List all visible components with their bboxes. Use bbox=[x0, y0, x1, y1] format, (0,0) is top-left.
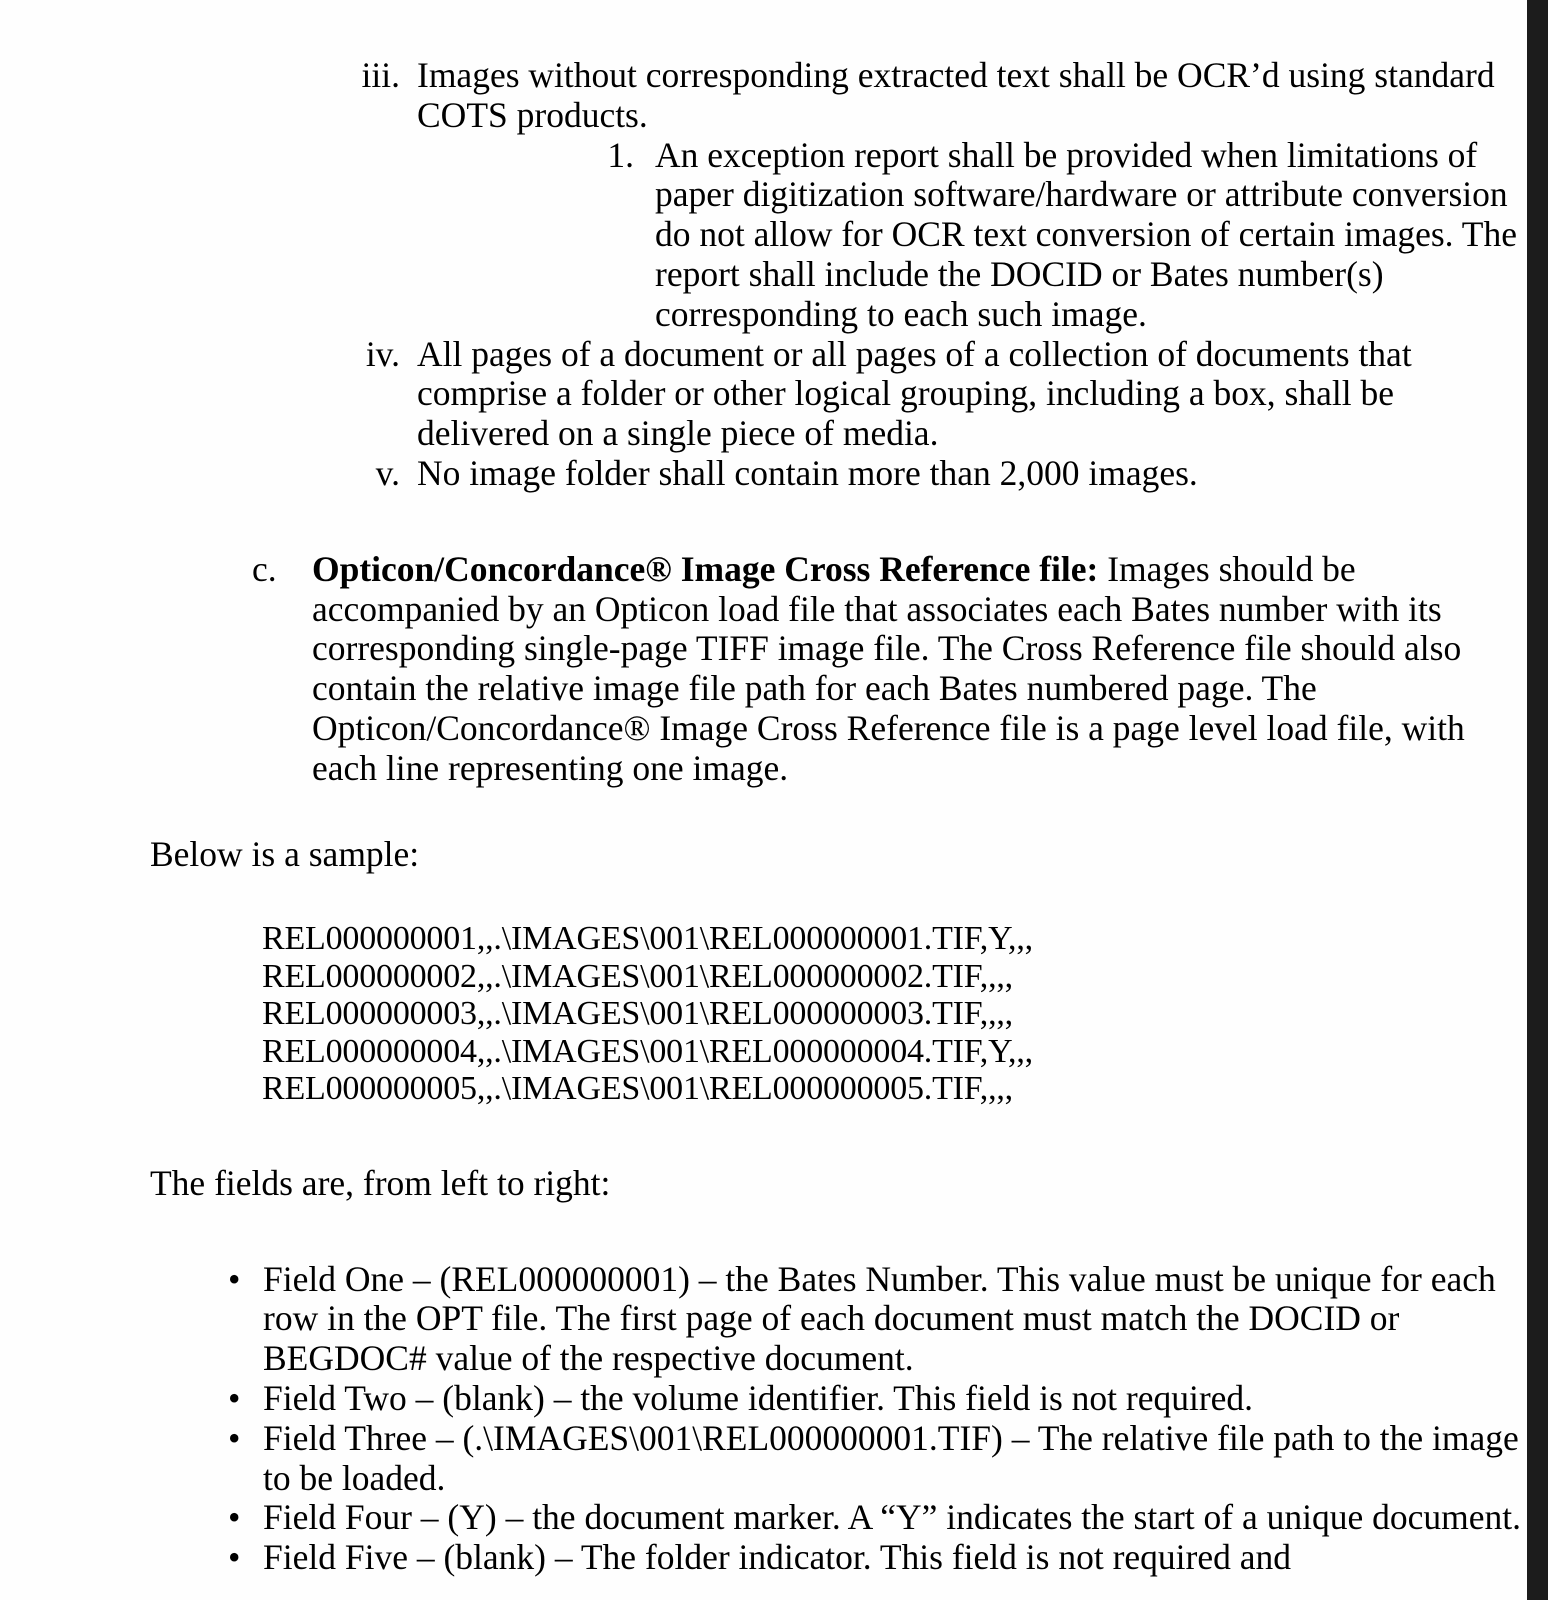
list-text-1: An exception report shall be provided when limitations of paper digitization software/hardware or attribute conversion do not allow for OCR text conversion of certain images. The report shall include the DOCID or Bates number(s) corresponding to each such image. bbox=[655, 134, 1517, 334]
bullet-icon: • bbox=[228, 1378, 241, 1419]
list-text-v: No image folder shall contain more than 2,000 images. bbox=[417, 452, 1198, 493]
list-text-iii: Images without corresponding extracted text shall be OCR’d using standard COTS products. bbox=[417, 55, 1495, 135]
top-margin bbox=[0, 0, 1527, 56]
scan-dark-edge bbox=[1527, 0, 1548, 1600]
list-marker-1: 1. bbox=[607, 134, 634, 175]
spacer-before-item-c bbox=[0, 494, 1527, 550]
field-bullet-four-text: Field Four – (Y) – the document marker. A “Y” indicates the start of a unique document. bbox=[263, 1497, 1521, 1538]
field-bullet-three-text: Field Three – (.\IMAGES\001\REL000000001.TIF) – The relative file path to the image to be loaded. bbox=[263, 1417, 1519, 1498]
item-c-bold-lead: Opticon/Concordance® Image Cross Reference file: bbox=[312, 548, 1099, 589]
list-marker-iv: iv. bbox=[365, 333, 400, 374]
list-item-roman-v bbox=[340, 454, 1527, 494]
field-bullet-five-clipped bbox=[228, 1537, 1527, 1578]
list-text-iv: All pages of a document or all pages of a collection of documents that comprise a folder or other logical grouping, including a box, shall be delivered on a single piece of media. bbox=[417, 333, 1412, 454]
sample-line-1: REL000000001,,.\IMAGES\001\REL000000001.TIF,Y,,, bbox=[262, 920, 1033, 958]
bullet-icon: • bbox=[228, 1497, 241, 1538]
list-item-roman-iv bbox=[340, 335, 1527, 454]
list-item-roman-iii bbox=[340, 56, 1527, 136]
sample-line-2: REL000000002,,.\IMAGES\001\REL000000002.TIF,,,, bbox=[262, 957, 1013, 995]
list-item-number-1 bbox=[552, 136, 1527, 335]
list-item-letter-c bbox=[252, 550, 1527, 789]
roman-iii-subblock bbox=[340, 136, 1527, 335]
field-bullet-four bbox=[228, 1498, 1527, 1538]
bullet-icon: • bbox=[228, 1537, 241, 1578]
field-bullet-five-text: Field Five – (blank) – The folder indicator. This field is not required and bbox=[263, 1537, 1291, 1578]
item-c-body-text: Images should be accompanied by an Opticon load file that associates each Bates number with its corresponding single-page TIFF image file. The Cross Reference file should also contain the relative image file path for each Bates numbered page. The Opticon/Concordance® Image Cross Reference file is a page level load file, with each line representing one image. bbox=[312, 548, 1465, 788]
list-marker-iii: iii. bbox=[361, 55, 400, 95]
field-bullet-two-text: Field Two – (blank) – the volume identifier. This field is not required. bbox=[263, 1378, 1254, 1419]
spacer-before-sample-intro bbox=[0, 789, 1527, 835]
spacer-before-fields-intro bbox=[0, 1108, 1527, 1164]
list-marker-c: c. bbox=[252, 548, 277, 589]
sample-line-4: REL000000004,,.\IMAGES\001\REL000000004.TIF,Y,,, bbox=[262, 1032, 1033, 1070]
spacer-before-bullets bbox=[0, 1204, 1527, 1260]
fields-intro-paragraph: The fields are, from left to right: bbox=[150, 1162, 611, 1203]
field-bullet-two bbox=[228, 1379, 1527, 1419]
bullet-icon: • bbox=[228, 1258, 241, 1299]
spacer-before-sample-block bbox=[0, 874, 1527, 920]
list-marker-v: v. bbox=[375, 452, 400, 493]
field-bullet-one-text: Field One – (REL000000001) – the Bates Number. This value must be unique for each row in the OPT file. The first page of each document must match the DOCID or BEGDOC# value of the respective document. bbox=[263, 1258, 1496, 1379]
sample-intro-paragraph: Below is a sample: bbox=[150, 833, 420, 874]
bullet-icon: • bbox=[228, 1417, 241, 1458]
list-text-c bbox=[312, 550, 1527, 789]
sample-line-3: REL000000003,,.\IMAGES\001\REL000000003.TIF,,,, bbox=[262, 995, 1013, 1033]
field-bullet-one bbox=[228, 1260, 1527, 1379]
sample-line-5: REL000000005,,.\IMAGES\001\REL000000005.TIF,,,, bbox=[262, 1070, 1013, 1108]
field-bullet-three bbox=[228, 1419, 1527, 1499]
